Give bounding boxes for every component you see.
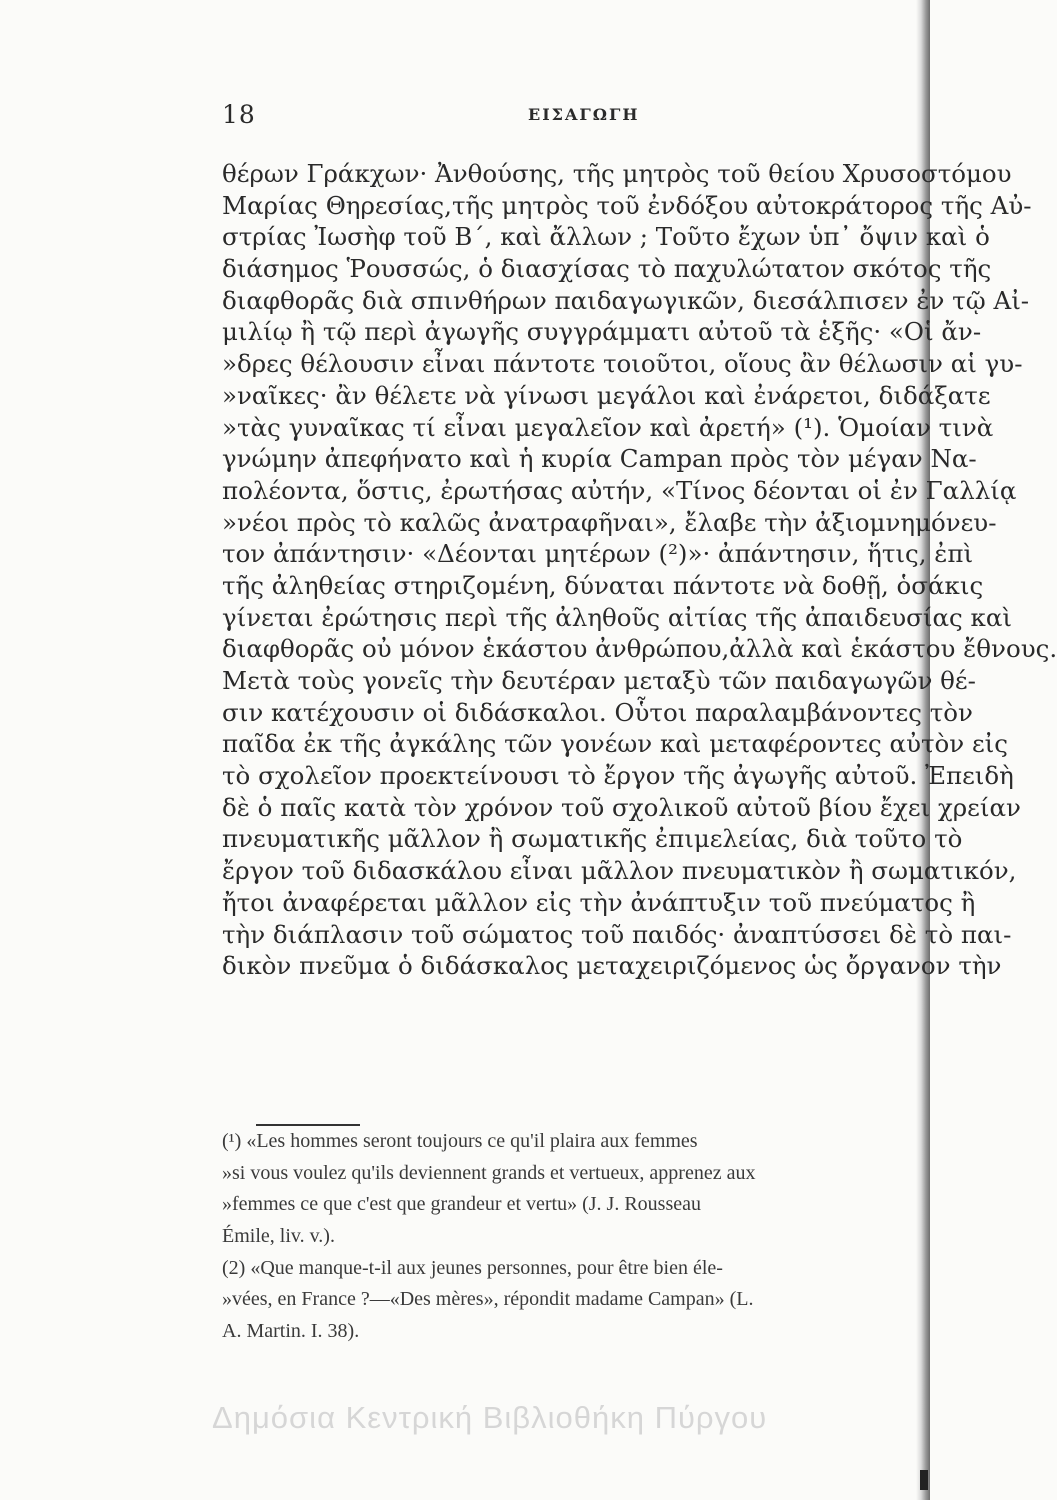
text-line: στρίας Ἰωσὴφ τοῦ Β΄, καὶ ἄλλων ; Τοῦτο ἔχων ὑπ᾽ ὄψιν καὶ ὁ <box>222 222 990 252</box>
footnote-line: A. Martin. I. 38). <box>222 1320 360 1343</box>
text-line: διάσημος Ῥουσσώς, ὁ διασχίσας τὸ παχυλώτατον σκότος τῆς <box>222 254 992 284</box>
page-header <box>0 100 930 140</box>
text-line: τον ἀπάντησιν· «Δέονται μητέρων (²)»· ἀπάντησιν, ἥτις, ἐπὶ <box>222 539 974 569</box>
text-line: πολέοντα, ὅστις, ἐρωτήσας αὐτήν, «Τίνος δέονται οἱ ἐν Γαλλίᾳ <box>222 475 1017 505</box>
text-line: θέρων Γράκχων· Ἀνθούσης, τῆς μητρὸς τοῦ θείου Χρυσοστόμου <box>222 159 1012 188</box>
footnote-line: (¹) «Les hommes seront toujours ce qu'il plaira aux femmes <box>222 1130 698 1152</box>
text-line: »ναῖκες· ἂν θέλετε νὰ γίνωσι μεγάλοι καὶ ἐνάρετοι, διδάξατε <box>222 380 991 410</box>
text-line: τὸ σχολεῖον προεκτείνουσι τὸ ἔργον τῆς ἀγωγῆς αὐτοῦ. Ἐπειδὴ <box>222 761 1014 791</box>
text-line: γίνεται ἐρώτησις περὶ τῆς ἀληθοῦς αἰτίας τῆς ἀπαιδευσίας καὶ <box>222 602 1013 632</box>
text-line: μιλίῳ ἢ τῷ περὶ ἀγωγῆς συγγράμματι αὐτοῦ τὰ ἑξῆς· «Οἱ ἄν- <box>222 317 982 347</box>
footnote-line: »si vous voulez qu'ils deviennent grands et vertueux, apprenez aux <box>222 1161 756 1184</box>
text-line: διαφθορᾶς διὰ σπινθήρων παιδαγωγικῶν, διεσάλπισεν ἐν τῷ Αἰ- <box>222 285 1030 315</box>
text-line: »δρες θέλουσιν εἶναι πάντοτε τοιοῦτοι, οἵους ἂν θέλωσιν αἱ γυ- <box>222 349 1023 379</box>
text-line: τὴν διάπλασιν τοῦ σώματος τοῦ παιδός· ἀναπτύσσει δὲ τὸ παι- <box>222 919 1012 949</box>
text-line: παῖδα ἐκ τῆς ἀγκάλης τῶν γονέων καὶ μεταφέροντες αὐτὸν εἰς <box>222 729 1008 759</box>
text-line: διαφθορᾶς οὐ μόνον ἑκάστου ἀνθρώπου,ἀλλὰ καὶ ἑκάστου ἔθνους. <box>222 634 1057 664</box>
text-line: »τὰς γυναῖκας τί εἶναι μεγαλεῖον καὶ ἀρετή» (¹). Ὁμοίαν τινὰ <box>222 412 994 442</box>
text-line: τῆς ἀληθείας στηριζομένη, δύναται πάντοτε νὰ δοθῇ, ὁσάκις <box>222 570 984 600</box>
page-number: 18 <box>222 100 256 129</box>
text-line: δικὸν πνεῦμα ὁ διδάσκαλος μεταχειριζόμενος ὡς ὄργανον τὴν <box>222 951 1002 981</box>
text-line: δὲ ὁ παῖς κατὰ τὸν χρόνον τοῦ σχολικοῦ αὐτοῦ βίου ἔχει χρείαν <box>222 792 1021 822</box>
text-line: Μαρίας Θηρεσίας,τῆς μητρὸς τοῦ ἐνδόξου αὐτοκράτορος τῆς Αὐ- <box>222 190 1032 220</box>
footnote-line: »vées, en France ?—«Des mères», répondit madame Campan» (L. <box>222 1288 754 1311</box>
main-text-block <box>222 158 1057 982</box>
footnote-line: (2) «Que manque-t-il aux jeunes personnes, pour être bien éle- <box>222 1256 723 1279</box>
text-line: ἔργον τοῦ διδασκάλου εἶναι μᾶλλον πνευματικὸν ἢ σωματικόν, <box>222 856 1017 886</box>
text-line: σιν κατέχουσιν οἱ διδάσκαλοι. Οὗτοι παραλαμβάνοντες τὸν <box>222 697 973 727</box>
text-line: ἤτοι ἀναφέρεται μᾶλλον εἰς τὴν ἀνάπτυξιν τοῦ πνεύματος ἢ <box>222 887 976 917</box>
text-line: »νέοι πρὸς τὸ καλῶς ἀνατραφῆναι», ἔλαβε τὴν ἀξιομνημόνευ- <box>222 507 997 537</box>
scan-corner-mark <box>920 1470 928 1490</box>
library-watermark: Δημόσια Κεντρική Βιβλιοθήκη Πύργου <box>212 1400 768 1435</box>
text-line: πνευματικῆς μᾶλλον ἢ σωματικῆς ἐπιμελείας, διὰ τοῦτο τὸ <box>222 824 963 854</box>
footnote-line: »femmes ce que c'est que grandeur et vertu» (J. J. Rousseau <box>222 1193 702 1216</box>
running-head: ΕΙΣΑΓΩΓΗ <box>528 105 640 124</box>
text-line: γνώμην ἀπεφήνατο καὶ ἡ κυρία Campan πρὸς τὸν μέγαν Να- <box>222 444 977 474</box>
footnote-separator-rule <box>256 1124 360 1126</box>
text-line: Μετὰ τοὺς γονεῖς τὴν δευτέραν μεταξὺ τῶν παιδαγωγῶν θέ- <box>222 666 976 695</box>
footnotes-block <box>222 1128 930 1350</box>
footnote-line: Émile, liv. v.). <box>222 1225 335 1248</box>
